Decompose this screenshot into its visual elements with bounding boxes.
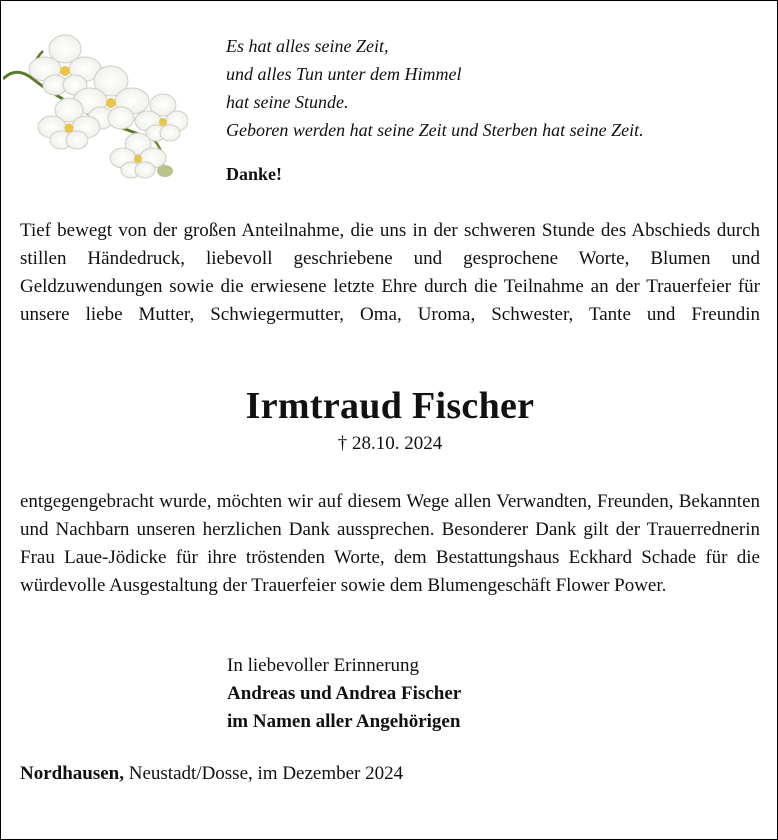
signature-names: Andreas und Andrea Fischer [227, 683, 462, 704]
closing-paragraph: entgegengebracht wurde, möchten wir auf diesem Wege allen Verwandten, Freunden, Bekannten und Nachbarn unseren herzlichen Dank aussprechen. Besonderer Dank gilt der Trauerrednerin Frau Laue-Jödicke für ihre tröstenden Worte, dem Bestattungshaus Eckhard Schade für die würdevolle Ausgestaltung der Trauerfeier sowie dem Blumengeschäft Flower Power. [20, 491, 760, 596]
place-and-date [20, 763, 403, 785]
poem-line: Es hat alles seine Zeit, [226, 36, 389, 56]
poem-line: hat seine Stunde. [226, 92, 349, 112]
place-city: Nordhausen, [20, 763, 124, 784]
deceased-name: Irmtraud Fischer [245, 385, 535, 427]
poem-line: und alles Tun unter dem Himmel [226, 64, 462, 84]
intro-paragraph: Tief bewegt von der großen Anteilnahme, die uns in der schweren Stunde des Abschieds durch stillen Händedruck, liebevoll geschriebene und gesprochene Worte, Blumen und Geldzuwendungen sowie die erwiesene letzte Ehre durch die Teilnahme an der Trauerfeier für unsere liebe Mutter, Schwiegermutter, Oma, Uroma, Schwester, Tante und Freundin [20, 220, 760, 325]
orchid-flower-icon [3, 29, 188, 189]
poem-line: Geboren werden hat seine Zeit und Sterben hat seine Zeit. [226, 120, 644, 140]
place-rest: Neustadt/Dosse, im Dezember 2024 [124, 763, 404, 784]
poem-verse [226, 32, 644, 144]
death-date: † 28.10. 2024 [337, 433, 443, 454]
signature-on-behalf: im Namen aller Angehörigen [227, 711, 461, 732]
signature-block [227, 652, 461, 736]
thanks-heading: Danke! [226, 164, 283, 184]
signature-intro: In liebevoller Erinnerung [227, 655, 420, 676]
